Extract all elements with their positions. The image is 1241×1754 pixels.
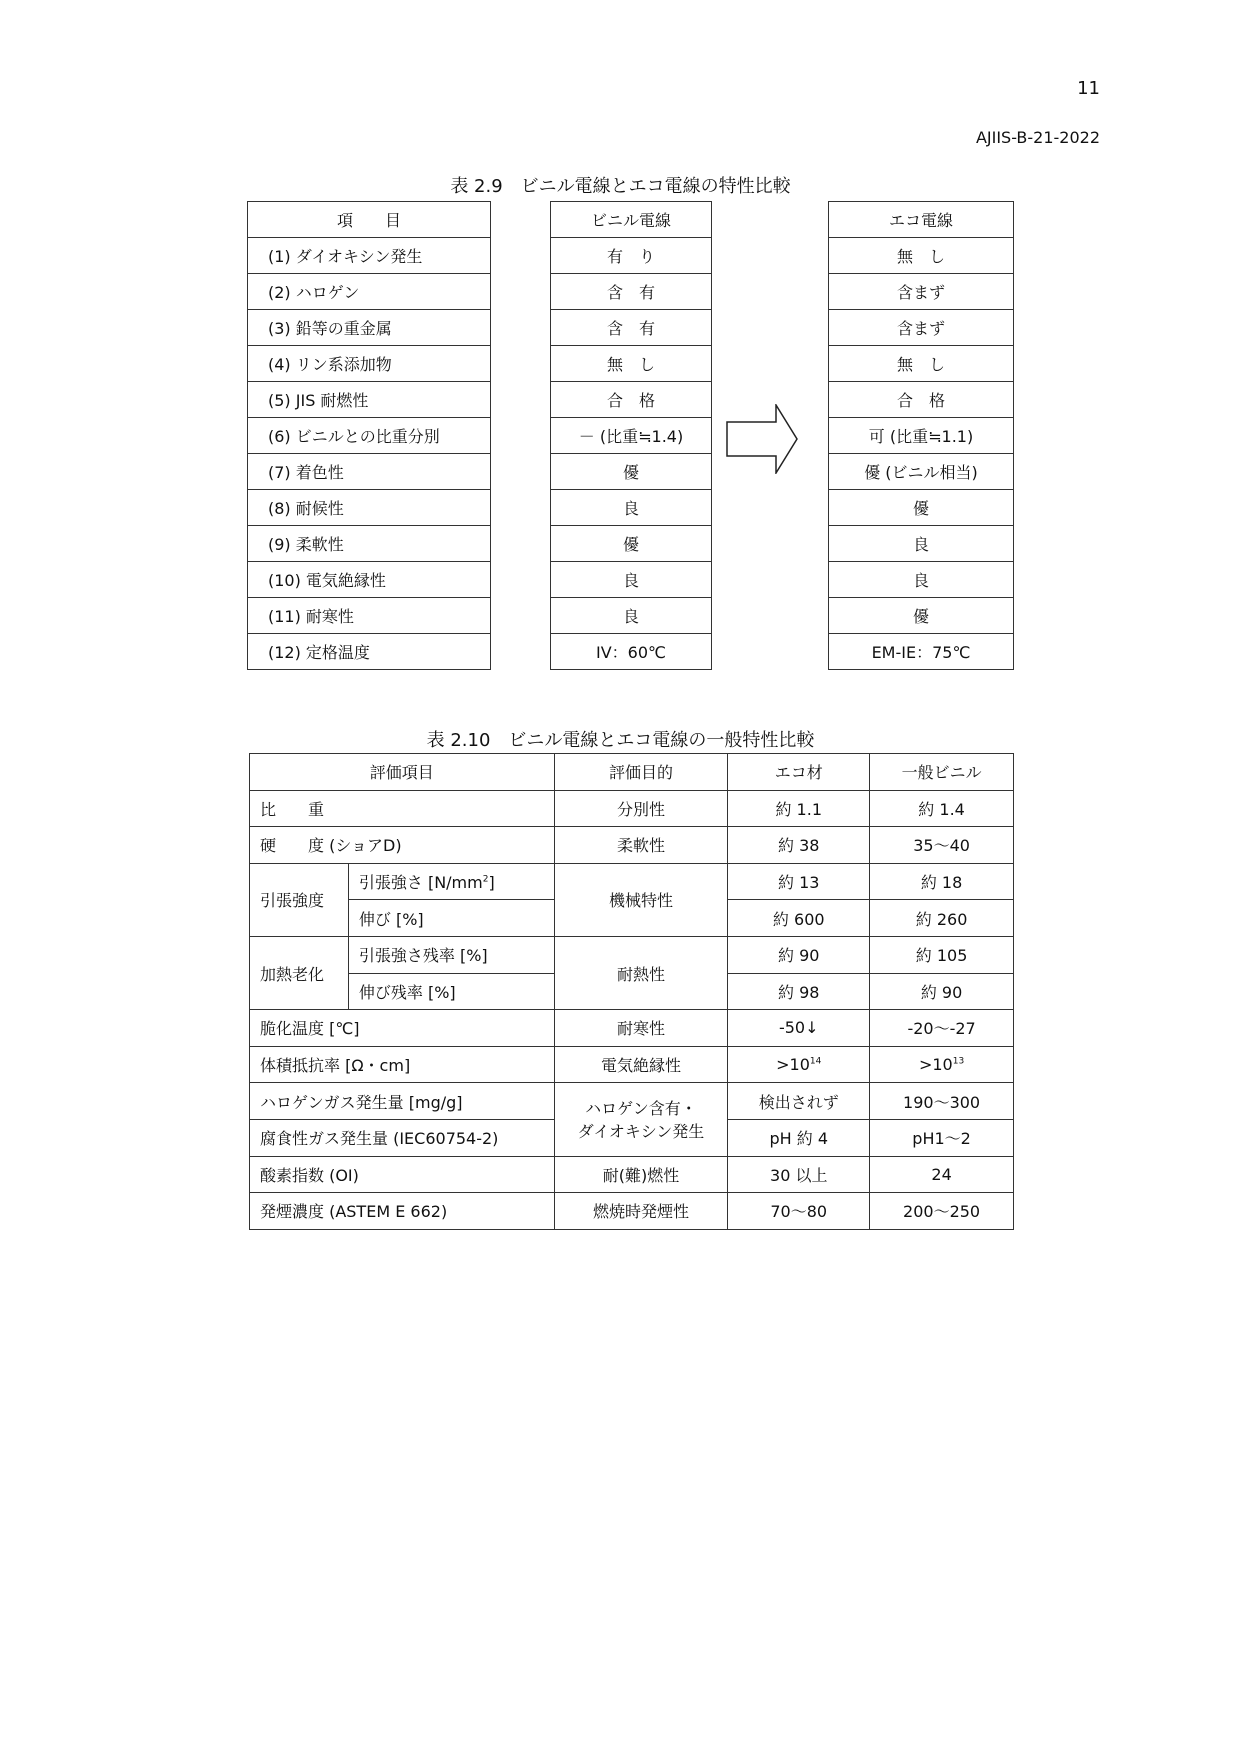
row-eco-value: 合 格 — [829, 382, 1014, 418]
row-vinyl-value: 良 — [551, 598, 712, 634]
row-vinyl-value: pH1～2 — [870, 1119, 1014, 1156]
header-eval-item: 評価項目 — [250, 754, 555, 791]
table-row — [248, 418, 491, 454]
row-vinyl-value: 約 18 — [870, 863, 1014, 900]
table-row — [551, 454, 712, 490]
row-purpose: 分別性 — [554, 790, 728, 827]
row-purpose: 電気絶縁性 — [554, 1046, 728, 1083]
row-eco-value: 約 600 — [728, 900, 870, 937]
row-item: 発煙濃度 (ASTEM E 662) — [250, 1193, 555, 1230]
table-row — [250, 1010, 1014, 1047]
row-eco-value: 70～80 — [728, 1193, 870, 1230]
row-item: (7) 着色性 — [248, 454, 491, 490]
table-row — [829, 310, 1014, 346]
table-row — [829, 454, 1014, 490]
row-eco-value: 良 — [829, 562, 1014, 598]
row-vinyl-value: $>10^{13}$ — [870, 1046, 1014, 1083]
row-item: 比 重 — [250, 790, 555, 827]
table-row — [248, 310, 491, 346]
row-purpose: 機械特性 — [554, 863, 728, 936]
row-vinyl-value: 約 1.4 — [870, 790, 1014, 827]
table-row — [551, 238, 712, 274]
row-eco-value: 良 — [829, 526, 1014, 562]
table-row — [248, 490, 491, 526]
table-row — [829, 382, 1014, 418]
header-eval-purpose: 評価目的 — [554, 754, 728, 791]
table-2-9-vinyl-column — [550, 201, 712, 670]
row-vinyl-value: 有 り — [551, 238, 712, 274]
row-vinyl-value: 優 — [551, 454, 712, 490]
row-eco-value: 優 — [829, 598, 1014, 634]
table-row — [551, 418, 712, 454]
table-row — [250, 827, 1014, 864]
header-eco-wire: エコ電線 — [829, 202, 1014, 238]
table-row — [248, 526, 491, 562]
table-row — [551, 310, 712, 346]
table-row — [829, 418, 1014, 454]
row-vinyl-value: 約 105 — [870, 936, 1014, 973]
row-eco-value: -50↓ — [728, 1010, 870, 1047]
row-vinyl-value: 約 260 — [870, 900, 1014, 937]
header-vinyl-wire: ビニル電線 — [551, 202, 712, 238]
table-row — [250, 790, 1014, 827]
table-row — [248, 346, 491, 382]
row-item: (5) JIS 耐燃性 — [248, 382, 491, 418]
row-eco-value: 可 (比重≒1.1) — [829, 418, 1014, 454]
row-eco-value: 無 し — [829, 346, 1014, 382]
row-item: (4) リン系添加物 — [248, 346, 491, 382]
row-item: (11) 耐寒性 — [248, 598, 491, 634]
row-vinyl-value: 無 し — [551, 346, 712, 382]
row-group-label: 引張強度 — [250, 863, 349, 936]
table-row — [250, 1156, 1014, 1193]
table-row — [248, 598, 491, 634]
row-item: 酸素指数 (OI) — [250, 1156, 555, 1193]
row-item: 体積抵抗率 [Ω・cm] — [250, 1046, 555, 1083]
row-vinyl-value: 良 — [551, 562, 712, 598]
row-group-label: 加熱老化 — [250, 936, 349, 1009]
table-row — [551, 598, 712, 634]
row-vinyl-value: -20～-27 — [870, 1010, 1014, 1047]
row-item: (10) 電気絶縁性 — [248, 562, 491, 598]
row-item: (2) ハロゲン — [248, 274, 491, 310]
row-item: 伸び [%] — [348, 900, 554, 937]
table-row — [248, 274, 491, 310]
row-item: ハロゲンガス発生量 [mg/g] — [250, 1083, 555, 1120]
row-eco-value: pH 約 4 — [728, 1119, 870, 1156]
table-row — [551, 346, 712, 382]
row-item: (6) ビニルとの比重分別 — [248, 418, 491, 454]
row-vinyl-value: 良 — [551, 490, 712, 526]
row-item: 伸び残率 [%] — [348, 973, 554, 1010]
row-vinyl-value: 200～250 — [870, 1193, 1014, 1230]
row-vinyl-value: 優 — [551, 526, 712, 562]
row-eco-value: 約 98 — [728, 973, 870, 1010]
row-eco-value: 約 38 — [728, 827, 870, 864]
table-row — [248, 382, 491, 418]
row-item: (12) 定格温度 — [248, 634, 491, 670]
row-item: 硬 度 (ショアD) — [250, 827, 555, 864]
header-item: 項 目 — [248, 202, 491, 238]
row-eco-value: EM-IE：75℃ — [829, 634, 1014, 670]
table-2-9-eco-column — [828, 201, 1014, 670]
row-vinyl-value: 190～300 — [870, 1083, 1014, 1120]
table-2-10-caption: 表 2.10 ビニル電線とエコ電線の一般特性比較 — [426, 730, 815, 751]
row-vinyl-value: 35～40 — [870, 827, 1014, 864]
row-eco-value: 無 し — [829, 238, 1014, 274]
table-row — [551, 526, 712, 562]
table-row — [250, 1193, 1014, 1230]
row-eco-value: 含まず — [829, 274, 1014, 310]
row-item: (9) 柔軟性 — [248, 526, 491, 562]
row-eco-value: 検出されず — [728, 1083, 870, 1120]
row-item: (1) ダイオキシン発生 — [248, 238, 491, 274]
table-row — [829, 490, 1014, 526]
row-eco-value: 約 90 — [728, 936, 870, 973]
row-eco-value: $>10^{14}$ — [728, 1046, 870, 1083]
table-row — [250, 1046, 1014, 1083]
row-vinyl-value: IV：60℃ — [551, 634, 712, 670]
table-row — [829, 238, 1014, 274]
table-row — [250, 936, 1014, 973]
table-row — [829, 562, 1014, 598]
table-2-10 — [249, 753, 1014, 1230]
table-row — [248, 562, 491, 598]
row-vinyl-value: － (比重≒1.4) — [551, 418, 712, 454]
table-2-9-caption: 表 2.9 ビニル電線とエコ電線の特性比較 — [450, 176, 791, 197]
table-row — [551, 382, 712, 418]
row-purpose: 耐熱性 — [554, 936, 728, 1009]
row-vinyl-value: 含 有 — [551, 310, 712, 346]
row-eco-value: 30 以上 — [728, 1156, 870, 1193]
row-item: (3) 鉛等の重金属 — [248, 310, 491, 346]
table-header-row — [250, 754, 1014, 791]
row-eco-value: 優 — [829, 490, 1014, 526]
table-row — [829, 634, 1014, 670]
table-row — [551, 562, 712, 598]
row-item: 引張強さ $[N/mm^2]$ — [348, 863, 554, 900]
row-purpose: 耐寒性 — [554, 1010, 728, 1047]
table-row — [551, 490, 712, 526]
row-vinyl-value: 約 90 — [870, 973, 1014, 1010]
row-vinyl-value: 合 格 — [551, 382, 712, 418]
table-row — [250, 1083, 1014, 1120]
row-item: 脆化温度 [℃] — [250, 1010, 555, 1047]
row-eco-value: 含まず — [829, 310, 1014, 346]
row-eco-value: 約 13 — [728, 863, 870, 900]
row-purpose: 耐(難)燃性 — [554, 1156, 728, 1193]
right-arrow-icon — [726, 404, 798, 474]
table-row — [829, 526, 1014, 562]
table-row — [248, 634, 491, 670]
row-item: (8) 耐候性 — [248, 490, 491, 526]
row-purpose: ハロゲン含有・ ダイオキシン発生 — [554, 1083, 728, 1156]
table-row — [248, 454, 491, 490]
row-eco-value: 優 (ビニル相当) — [829, 454, 1014, 490]
table-row — [829, 598, 1014, 634]
table-2-9-items-column — [247, 201, 491, 670]
row-eco-value: 約 1.1 — [728, 790, 870, 827]
row-purpose: 柔軟性 — [554, 827, 728, 864]
page-number: 11 — [1077, 78, 1100, 99]
row-vinyl-value: 24 — [870, 1156, 1014, 1193]
header-general-vinyl: 一般ビニル — [870, 754, 1014, 791]
table-row — [829, 274, 1014, 310]
table-row — [829, 346, 1014, 382]
table-row — [248, 238, 491, 274]
header-eco-material: エコ材 — [728, 754, 870, 791]
row-item: 引張強さ残率 [%] — [348, 936, 554, 973]
table-row — [250, 863, 1014, 900]
row-item: 腐食性ガス発生量 (IEC60754-2) — [250, 1119, 555, 1156]
row-vinyl-value: 含 有 — [551, 274, 712, 310]
table-row — [551, 634, 712, 670]
row-purpose: 燃焼時発煙性 — [554, 1193, 728, 1230]
document-code: AJIIS-B-21-2022 — [975, 128, 1100, 147]
table-row — [551, 274, 712, 310]
